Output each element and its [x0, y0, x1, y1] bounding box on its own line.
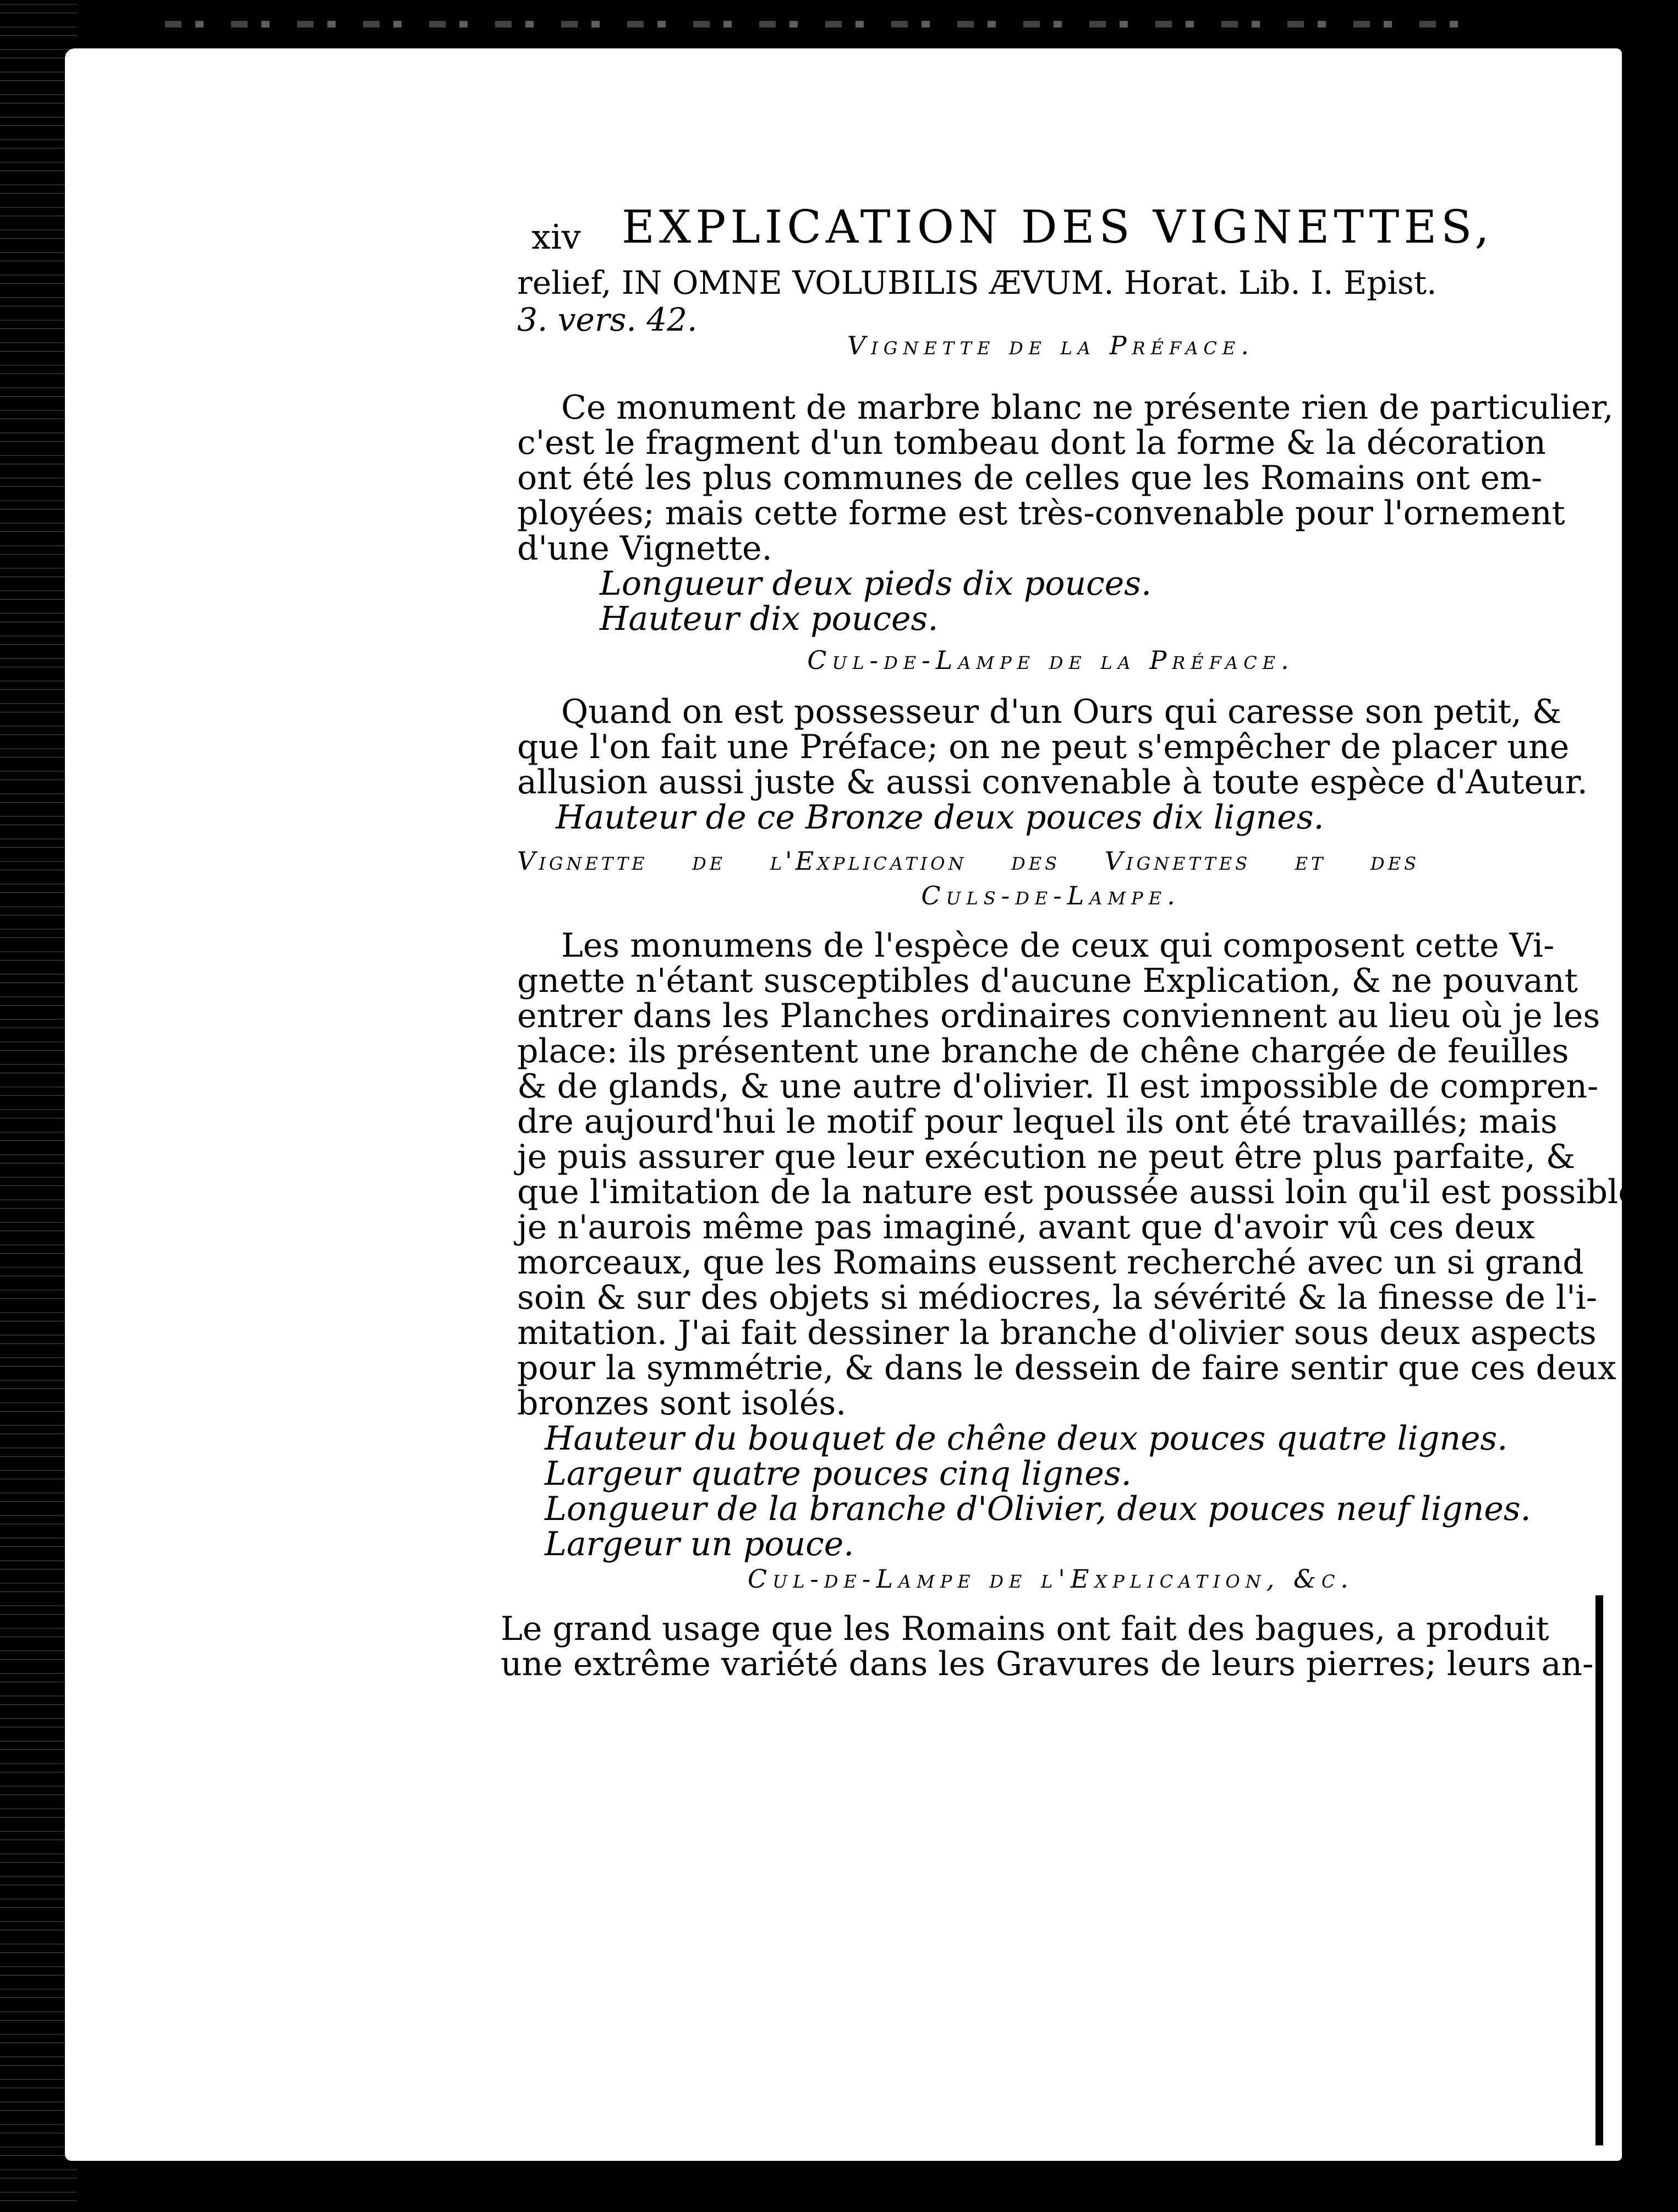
text-line-20: entrer dans les Planches ordinaires conviennent au lieu où je les	[517, 997, 1600, 1035]
text-line-37: Le grand usage que les Romains ont fait des bagues, a produit	[501, 1610, 1549, 1648]
running-title: EXPLICATION DES VIGNETTES,	[622, 201, 1494, 254]
text-line-21: place: ils présentent une branche de chêne chargée de feuilles	[517, 1032, 1569, 1071]
text-line-5: c'est le fragment d'un tombeau dont la forme & la décoration	[517, 424, 1546, 462]
section-heading-vignette-explication: Vignette de l'Explication des Vignettes et des	[517, 846, 1419, 876]
text-line-27: morceaux, que les Romains eussent recherché avec un si grand	[517, 1243, 1584, 1282]
text-line-22: & de glands, & une autre d'olivier. Il est impossible de compren-	[517, 1067, 1599, 1106]
text-line-30: pour la symmétrie, & dans le dessein de faire sentir que ces deux	[517, 1349, 1616, 1387]
text-line-34: Longueur de la branche d'Olivier, deux pouces neuf lignes.	[545, 1490, 1531, 1528]
text-line-23: dre aujourd'hui le motif pour lequel ils ont été travaillés; mais	[517, 1102, 1558, 1141]
text-line-6: ont été les plus communes de celles que les Romains ont em-	[517, 459, 1543, 497]
text-line-12: Quand on est possesseur d'un Ours qui caresse son petit, &	[561, 693, 1562, 731]
text-line-24: je puis assurer que leur exécution ne peut être plus parfaite, &	[517, 1138, 1576, 1176]
text-line-4: Ce monument de marbre blanc ne présente rien de particulier,	[561, 388, 1614, 427]
text-line-8: d'une Vignette.	[517, 529, 772, 568]
text-line-10: Hauteur dix pouces.	[600, 600, 939, 638]
section-heading-cul-de-lampe-preface: Cul-de-Lampe de la Préface.	[807, 645, 1295, 675]
text-line-13: que l'on fait une Préface; on ne peut s'empêcher de placer une	[517, 728, 1570, 766]
text-line-15: Hauteur de ce Bronze deux pouces dix lignes.	[556, 798, 1324, 837]
text-line-2: 3. vers. 42.	[517, 301, 698, 338]
text-line-35: Largeur un pouce.	[545, 1525, 854, 1563]
text-line-38: une extrême variété dans les Gravures de leurs pierres; leurs an-	[501, 1645, 1594, 1683]
text-line-9: Longueur deux pieds dix pouces.	[600, 564, 1152, 603]
text-line-29: mitation. J'ai fait dessiner la branche d'olivier sous deux aspects	[517, 1314, 1597, 1352]
text-line-32: Hauteur du bouquet de chêne deux pouces quatre lignes.	[545, 1419, 1508, 1458]
text-line-33: Largeur quatre pouces cinq lignes.	[545, 1454, 1132, 1493]
text-line-26: je n'aurois même pas imaginé, avant que d'avoir vû ces deux	[517, 1208, 1535, 1247]
section-heading-cul-de-lampe-explication: Cul-de-Lampe de l'Explication, &c.	[747, 1564, 1355, 1594]
text-line-7: ployées; mais cette forme est très-convenable pour l'ornement	[517, 494, 1565, 533]
folio-number: xiv	[531, 217, 581, 257]
text-line-18: Les monumens de l'espèce de ceux qui composent cette Vi-	[561, 926, 1555, 965]
text-line-14: allusion aussi juste & aussi convenable à toute espèce d'Auteur.	[517, 763, 1588, 802]
text-line-1: relief, IN OMNE VOLUBILIS ÆVUM. Horat. Lib. I. Epist.	[517, 264, 1437, 301]
text-line-19: gnette n'étant susceptibles d'aucune Explication, & ne pouvant	[517, 962, 1578, 1000]
text-line-25: que l'imitation de la nature est poussée aussi loin qu'il est possible;	[517, 1173, 1649, 1211]
section-heading-vignette-explication-cont: Culs-de-Lampe.	[921, 881, 1181, 910]
text-line-31: bronzes sont isolés.	[517, 1384, 847, 1423]
section-heading-vignette-preface: Vignette de la Préface.	[847, 331, 1255, 360]
text-line-28: soin & sur des objets si médiocres, la sévérité & la finesse de l'i-	[517, 1278, 1598, 1317]
